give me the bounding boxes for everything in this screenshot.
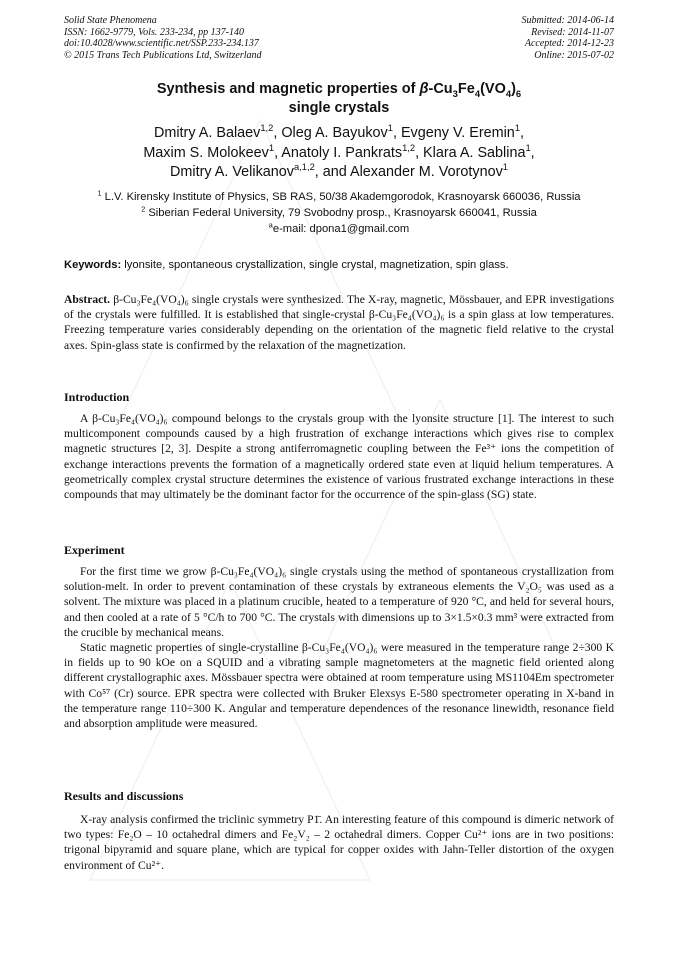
copyright-line: © 2015 Trans Tech Publications Ltd, Switzerland xyxy=(64,49,262,61)
author-line-2 xyxy=(64,144,614,164)
title-line-2: single crystals xyxy=(288,100,390,116)
title-vo: (VO xyxy=(480,81,506,97)
affiliation-1 xyxy=(64,189,614,205)
introduction-text xyxy=(64,411,614,502)
journal-name: Solid State Phenomena xyxy=(64,15,157,26)
author-sup: a,1,2 xyxy=(293,162,315,173)
author-velikanov: Dmitry A. Velikanov xyxy=(170,164,294,180)
title-line-1 xyxy=(64,80,614,99)
journal-info xyxy=(64,15,262,61)
submitted-date: Submitted: 2014-06-14 xyxy=(521,15,614,26)
online-date: Online: 2015-07-02 xyxy=(534,49,614,61)
abstract-label: Abstract. xyxy=(64,293,111,306)
title-sub-3: 3 xyxy=(452,87,458,99)
author-vorotynov: , and Alexander M. Vorotynov xyxy=(314,164,503,180)
author-sup: 1 xyxy=(525,142,531,153)
title-cu: -Cu xyxy=(428,81,453,97)
title-sub-4: 4 xyxy=(474,87,481,99)
title-fe: Fe xyxy=(457,81,475,97)
author-sup: 1 xyxy=(514,123,521,134)
revised-date: Revised: 2014-11-07 xyxy=(531,26,614,38)
author-pankrats: , Anatoly I. Pankrats xyxy=(274,144,403,161)
author-balaev: Dmitry A. Balaev xyxy=(153,125,261,141)
title-prefix: Synthesis and magnetic properties of xyxy=(156,81,420,97)
doi-line: doi:10.4028/www.scientific.net/SSP.233-234.137 xyxy=(64,38,259,50)
contact-email xyxy=(64,221,614,237)
dates-info xyxy=(522,15,615,61)
author-sep: , xyxy=(530,144,535,161)
affiliation-2 xyxy=(64,205,614,221)
author-sup: 1 xyxy=(268,142,275,153)
affiliation-sup: 1 xyxy=(97,188,102,198)
experiment-paragraph-1: For the first time we grow β-Cu₃Fe₄(VO₄)₆ single crystals using the method of spontaneous crystallization from solution-melt. In order to prevent contamination of these crystals by extraneous elements the V₂O₅ was used as a solvent. The mixture was placed in a platinum crucible, heated to a temperature of 920 °C, and held for several hours, and then cooled at a rate of 5 °C/h to 700 °C. The crystals with dimensions up to 3×1.5×0.3 mm³ were extracted from the crucible by mechanical means. xyxy=(64,565,614,639)
accepted-date: Accepted: 2014-12-23 xyxy=(524,38,614,50)
title-sub-4b: 4 xyxy=(505,87,512,99)
keywords-label: Keywords: xyxy=(64,259,122,271)
title-sub-6: 6 xyxy=(515,87,522,99)
title-close: ) xyxy=(511,81,516,97)
author-sup: 1,2 xyxy=(260,123,274,134)
abstract xyxy=(64,292,614,353)
author-eremin: , Evgeny V. Eremin xyxy=(392,125,515,141)
author-sup: 1 xyxy=(502,162,508,173)
keywords xyxy=(64,258,614,272)
author-line-1 xyxy=(64,124,614,144)
introduction-paragraph: A β-Cu₃Fe₄(VO₄)₆ compound belongs to the crystals group with the lyonsite structure [1]. The interest to such multicomponent compounds caused by a high frustration of exchange interactions which gives rise to complex magnetic structures [2, 3]. Despite a strong antiferromagnetic coupling between the Fe³⁺ ions the competition of exchange interactions prevents the formation of a magnetically ordered state even at liquid helium temperatures. A geometrically complex crystal structure determines the existence of various frustrated exchange interactions in these compounds that may ultimately be the dominant factor for the occurrence of the spin-glass (SG) state. xyxy=(64,412,614,502)
results-text xyxy=(64,812,614,873)
experiment-paragraph-2: Static magnetic properties of single-crystalline β-Cu₃Fe₄(VO₄)₆ were measured in the temperature range 2÷300 K in fields up to 90 kOe on a SQUID and a vibrating sample magnetometers at the magnetic field oriented along different crystallographic axes. Mössbauer spectra were obtained at room temperature using MS1104Em spectrometer with Co⁵⁷ (Cr) source. EPR spectra were collected with Bruker Elexsys E-580 spectrometer operating in X-band in the temperature range 110÷300 K. Angular and temperature dependences of the resonance linewidth, resonance field and absorption amplitude were measured. xyxy=(64,641,614,731)
results-paragraph: X-ray analysis confirmed the triclinic symmetry P1̄. An interesting feature of this compound is dimeric network of two types: Fe₂O – 10 octahedral dimers and Fe₂V₂ – 2 octahedral dimers. Copper Cu²⁺ ions are in two positions: trigonal bipyramid and square plane, which are typical for copper oxides with Jahn-Teller distortion of the oxygen environment of Cu²⁺. xyxy=(64,813,614,872)
author-sablina: , Klara A. Sablina xyxy=(415,144,526,161)
paper-title xyxy=(64,80,614,118)
author-bayukov: , Oleg A. Bayukov xyxy=(273,125,388,141)
author-sep: , xyxy=(520,125,525,141)
issn-line: ISSN: 1662-9779, Vols. 233-234, pp 137-140 xyxy=(64,26,244,38)
author-list xyxy=(64,124,614,183)
author-sup: 1,2 xyxy=(402,142,416,153)
affiliation-text: L.V. Kirensky Institute of Physics, SB RAS, 50/38 Akademgorodok, Krasnoyarsk 660036, Russia xyxy=(101,191,581,203)
section-heading-results: Results and discussions xyxy=(64,789,184,803)
email-sup: a xyxy=(268,220,273,230)
affiliations xyxy=(64,189,614,237)
experiment-text xyxy=(64,564,614,731)
affiliation-text: Siberian Federal University, 79 Svobodny prosp., Krasnoyarsk 660041, Russia xyxy=(145,207,537,219)
affiliation-sup: 2 xyxy=(141,204,146,214)
section-heading-introduction: Introduction xyxy=(64,390,130,404)
author-molokeev: Maxim S. Molokeev xyxy=(143,144,269,161)
title-beta: β xyxy=(419,81,429,97)
author-sup: 1 xyxy=(387,123,393,134)
abstract-text: β-Cu₃Fe₄(VO₄)₆ single crystals were synthesized. The X-ray, magnetic, Mössbauer, and EPR investigations of the crystals were fulfilled. It is established that single-crystal β-Cu₃Fe₄(VO₄)₆ is a spin glass at low temperatures. Freezing temperature varies considerably depending on the orientation of the magnetic field relative to the crystal axes. Spin-glass state is confirmed by the relaxation of the magnetization. xyxy=(64,293,614,352)
author-line-3 xyxy=(64,163,614,183)
keywords-text: lyonsite, spontaneous crystallization, single crystal, magnetization, spin glass. xyxy=(121,259,509,271)
email-text: e-mail: dpona1@gmail.com xyxy=(272,223,410,235)
section-heading-experiment: Experiment xyxy=(64,543,125,557)
